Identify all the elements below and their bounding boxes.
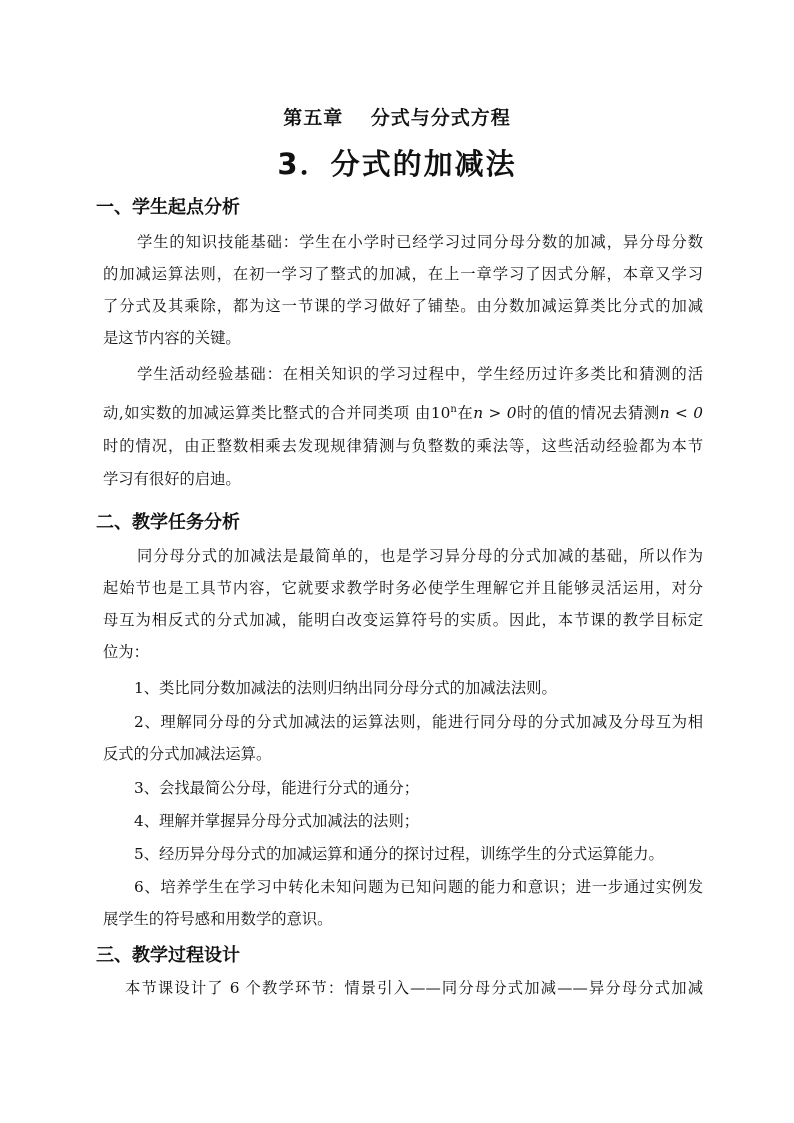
paragraph-line: 本节课设计了 6 个教学环节：情景引入——同分母分式加减——异分母分式加减 <box>125 979 703 997</box>
paragraph-line: 了分式及其乘除，都为这一节课的学习做好了铺垫。由分数加减运算类比分式的加减 <box>103 297 703 315</box>
section-heading-3: 三、教学过程设计 <box>96 945 240 966</box>
math-exponent: n <box>450 404 457 415</box>
math-base: 10 <box>430 404 451 423</box>
goal-item-5: 5、经历异分母分式的加减运算和通分的探讨过程，训练学生的分式运算能力。 <box>134 845 664 863</box>
section-heading-2: 二、教学任务分析 <box>96 512 240 533</box>
paragraph-line: 同分母分式的加减法是最简单的，也是学习异分母的分式加减的基础，所以作为 <box>137 547 703 565</box>
goal-item-4: 4、理解并掌握异分母分式加减法的法则； <box>134 812 420 830</box>
goal-item-6: 6、培养学生在学习中转化未知问题为已知问题的能力和意识；进一步通过实例发 <box>134 878 703 896</box>
paragraph-line: 学生的知识技能基础：学生在小学时已经学习过同分母分数的加减，异分母分数 <box>137 233 703 251</box>
text-segment: 在 <box>456 404 474 423</box>
paragraph-line: 学生活动经验基础：在相关知识的学习过程中，学生经历过许多类比和猜测的活 <box>137 365 703 383</box>
paragraph-line: 起始节也是工具节内容，它就要求教学时务必使学生理解它并且能够灵活运用，对分 <box>103 579 703 597</box>
paragraph-line: 是这节内容的关键。 <box>103 329 241 347</box>
section-heading-1: 一、学生起点分析 <box>96 197 240 218</box>
text-segment: 动,如实数的加减运算类比整式的合并同类项 由 <box>103 404 431 423</box>
text-segment: 时的值的情况去猜测 <box>516 404 660 423</box>
chapter-title: 第五章 分式与分式方程 <box>283 107 511 129</box>
math-inequality: n < 0 <box>659 404 703 423</box>
paragraph-line: 母互为相反式的分式加减，能明白改变运算符号的实质。因此，本节课的教学目标定 <box>103 611 703 629</box>
paragraph-line: 位为： <box>103 643 149 661</box>
goal-item-6-cont: 展学生的符号感和用数学的意识。 <box>103 910 333 928</box>
lesson-title: 3．分式的加减法 <box>277 147 517 181</box>
paragraph-line: 的加减运算法则，在初一学习了整式的加减，在上一章学习了因式分解，本章又学习 <box>103 265 703 283</box>
goal-item-2: 2、理解同分母的分式加减法的运算法则，能进行同分母的分式加减及分母互为相 <box>134 713 703 731</box>
paragraph-line: 时的情况，由正整数相乘去发现规律猜测与负整数的乘法等，这些活动经验都为本节 <box>103 437 703 455</box>
paragraph-line: 学习有很好的启迪。 <box>103 470 241 488</box>
paragraph-line-with-math <box>103 394 703 429</box>
goal-item-2-cont: 反式的分式加减法运算。 <box>103 745 272 763</box>
goal-item-1: 1、类比同分数加减法的法则归纳出同分母分式的加减法法则。 <box>134 679 557 697</box>
goal-item-3: 3、会找最简公分母，能进行分式的通分； <box>134 779 420 797</box>
math-inequality: n > 0 <box>473 404 517 423</box>
